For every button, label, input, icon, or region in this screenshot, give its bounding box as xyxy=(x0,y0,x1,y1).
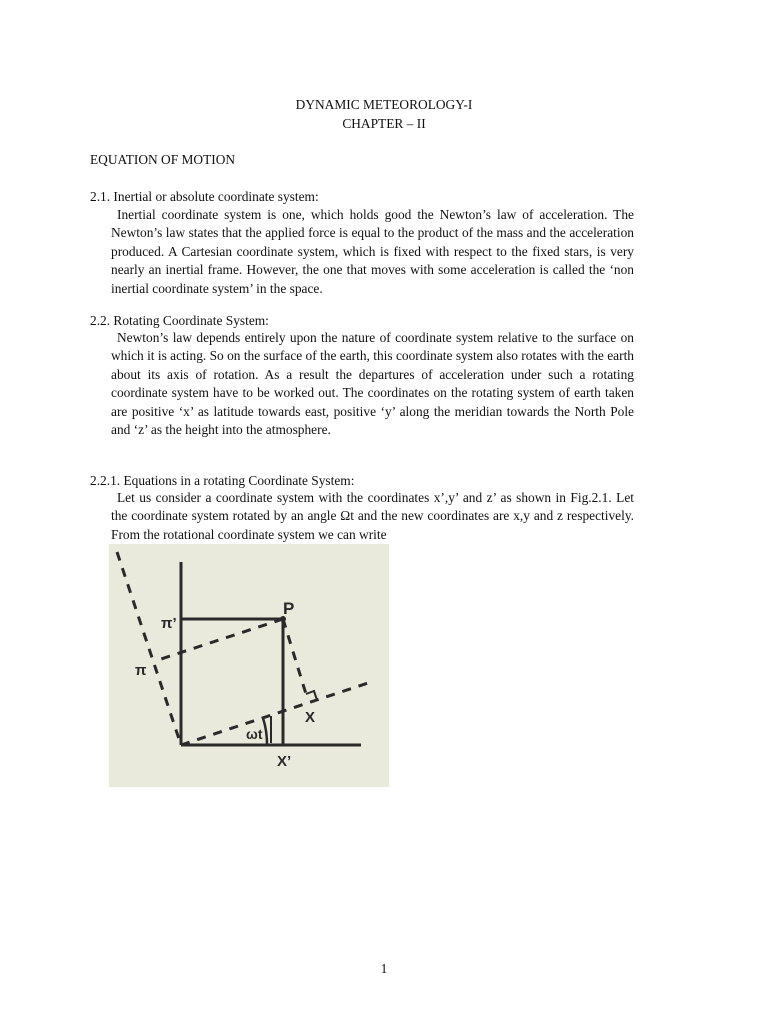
chapter-title: CHAPTER – II xyxy=(342,116,426,131)
right-angle-marker xyxy=(306,691,317,700)
section-heading-2-2-1: 2.2.1. Equations in a rotating Coordinate System: xyxy=(90,473,355,488)
angle-arc xyxy=(263,718,267,745)
rotated-coordinate-figure xyxy=(109,544,389,787)
angle-label: ωt xyxy=(246,726,263,742)
section-body-2-1 xyxy=(111,206,634,298)
section-body-2-2-1-text: Let us consider a coordinate system with the coordinates x’,y’ and z’ as shown in Fig.2.1. Let the coordinate system rotated by an angle Ωt and the new coordinates are x,y and z respectively. From the rotational coordinate system we can write xyxy=(111,490,634,542)
point-p-label: P xyxy=(283,599,295,618)
document-title: DYNAMIC METEOROLOGY-I xyxy=(295,97,473,112)
section-title: EQUATION OF MOTION xyxy=(90,152,236,167)
coordinate-diagram xyxy=(109,544,389,787)
y-prime-label: π’ xyxy=(161,615,177,632)
x-prime-label: X’ xyxy=(277,753,292,770)
section-heading-2-1: 2.1. Inertial or absolute coordinate system: xyxy=(90,189,319,204)
page-number: 1 xyxy=(380,961,388,976)
p-rotated-projection-x xyxy=(283,619,306,694)
section-body-2-2 xyxy=(111,329,634,439)
y-rotated-axis xyxy=(117,552,181,745)
section-body-2-1-text: Inertial coordinate system is one, which holds good the Newton’s law of acceleration. The Newton’s law states that the applied force is equal to the product of the mass and the acceleration produced. A Cartesian coordinate system, which is fixed with respect to the fixed stars, is very nearly an inertial frame. However, the one that moves with some acceleration is called the ‘non inertial coordinate system’ in the space. xyxy=(111,207,634,296)
section-heading-2-2: 2.2. Rotating Coordinate System: xyxy=(90,313,269,328)
x-rotated-label: X xyxy=(305,709,316,726)
section-body-2-2-text: Newton’s law depends entirely upon the nature of coordinate system relative to the surface on which it is acting. So on the surface of the earth, this coordinate system also rotates with the earth about its axis of rotation. As a result the departures of acceleration under such a rotating coordinate system have to be worked out. The coordinates on the rotating system of earth taken are positive ‘x’ as latitude towards east, positive ‘y’ along the meridian towards the North Pole and ‘z’ as the height into the atmosphere. xyxy=(111,330,634,438)
y-rotated-label: π xyxy=(135,662,147,679)
section-body-2-2-1 xyxy=(111,489,634,544)
x-rotated-axis xyxy=(181,682,371,745)
